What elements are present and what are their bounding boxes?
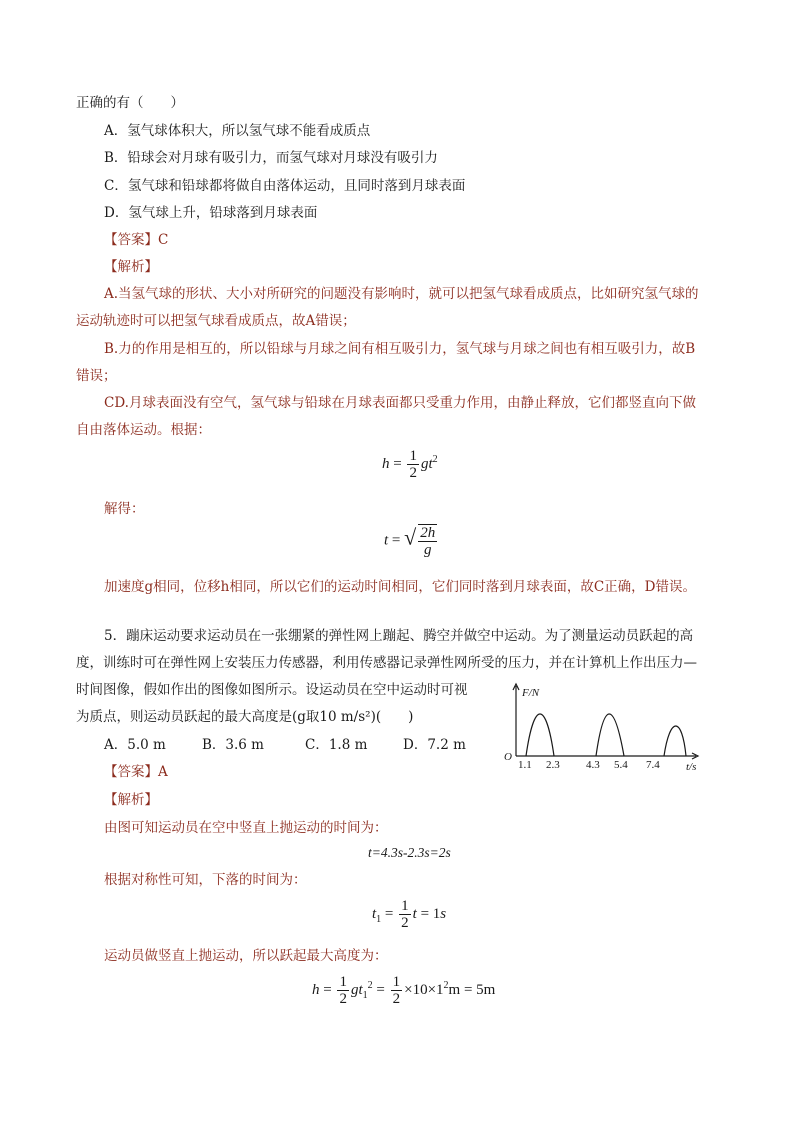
q5-analysis-label: 【解析】: [104, 792, 158, 808]
q4-option-b: B．铅球会对月球有吸引力，而氢气球对月球没有吸引力: [104, 150, 438, 166]
force-time-graph: [500, 680, 710, 772]
q4-analysis-line: CD.月球表面没有空气，氢气球与铅球在月球表面都只受重力作用，由静止释放，它们都竖直向下做: [104, 395, 696, 411]
formula-h-max: h = $\frac{1}{2}$ $gt_1^2$ = $\frac{1}{2}$ $\times 10\times 1^2m = 5m$: [312, 974, 496, 1007]
q4-analysis-line: 错误；: [76, 368, 117, 384]
q5-answer: 【答案】A: [104, 764, 168, 780]
q4-solve-label: 解得：: [104, 501, 145, 517]
q4-analysis-label: 【解析】: [104, 259, 158, 275]
q5-stem-line: 5．蹦床运动要求运动员在一张绷紧的弹性网上蹦起、腾空并做空中运动。为了测量运动员跃起的高: [104, 628, 694, 644]
q4-option-d: D．氢气球上升，铅球落到月球表面: [104, 205, 318, 221]
q4-answer: 【答案】C: [104, 232, 169, 248]
q4-analysis-line: B.力的作用是相互的，所以铅球与月球之间有相互吸引力，氢气球与月球之间也有相互吸引力，故B: [104, 341, 696, 357]
tick-label: 4.3: [586, 759, 600, 771]
formula-t-sqrt: t = √ $\frac{2h}{g}$: [384, 524, 436, 558]
pulse-3: [664, 726, 686, 756]
tick-label: 5.4: [614, 759, 628, 771]
q5-analysis-line: 根据对称性可知，下落的时间为：: [104, 872, 307, 888]
q4-conclusion: 加速度g相同，位移h相同，所以它们的运动时间相同，它们同时落到月球表面，故C正确，D错误。: [104, 579, 696, 595]
q4-option-a: A．氢气球体积大，所以氢气球不能看成质点: [104, 123, 371, 139]
q5-option-b: B．3.6 m: [202, 737, 264, 753]
q5-option-a: A．5.0 m: [104, 737, 166, 753]
q5-option-c: C．1.8 m: [305, 737, 368, 753]
q4-analysis-line: A.当氢气球的形状、大小对所研究的问题没有影响时，就可以把氢气球看成质点，比如研究氢气球的: [104, 286, 699, 302]
q5-analysis-line: 运动员做竖直上抛运动，所以跃起最大高度为：: [104, 948, 388, 964]
q4-analysis-line: 运动轨迹时可以把氢气球看成质点，故A错误；: [76, 313, 356, 329]
q5-stem-line: 时间图像，假如作出的图像如图所示。设运动员在空中运动时可视: [76, 682, 468, 698]
tick-label: 1.1: [518, 759, 532, 771]
pulse-2: [596, 714, 624, 756]
pulse-1: [526, 714, 554, 756]
formula-t-interval: t=4.3s-2.3s=2s: [368, 845, 451, 860]
formula-h-half-gt2: h = $\frac{1}{2}$ $gt^2$: [382, 448, 438, 481]
tick-label: 2.3: [546, 759, 560, 771]
formula-t1: $t_1$ = $\frac{1}{2}$ t = 1s: [372, 898, 447, 931]
q5-stem-line: 度，训练时可在弹性网上安装压力传感器，利用传感器记录弹性网所受的压力，并在计算机上作出压力—: [76, 655, 697, 671]
q5-stem-line: 为质点，则运动员跃起的最大高度是(g取10 m/s²)( ): [76, 709, 414, 725]
tick-label: 7.4: [646, 759, 660, 771]
q4-analysis-line: 自由落体运动。根据：: [76, 422, 211, 438]
q4-option-c: C．氢气球和铅球都将做自由落体运动，且同时落到月球表面: [104, 178, 466, 194]
q5-option-d: D．7.2 m: [403, 737, 466, 753]
q5-analysis-line: 由图可知运动员在空中竖直上抛运动的时间为：: [104, 820, 388, 836]
q4-stem-tail: 正确的有（ ）: [76, 95, 184, 111]
x-axis-label: t/s: [686, 761, 697, 772]
origin-label: O: [504, 751, 512, 763]
y-axis-label: F/N: [522, 687, 540, 699]
